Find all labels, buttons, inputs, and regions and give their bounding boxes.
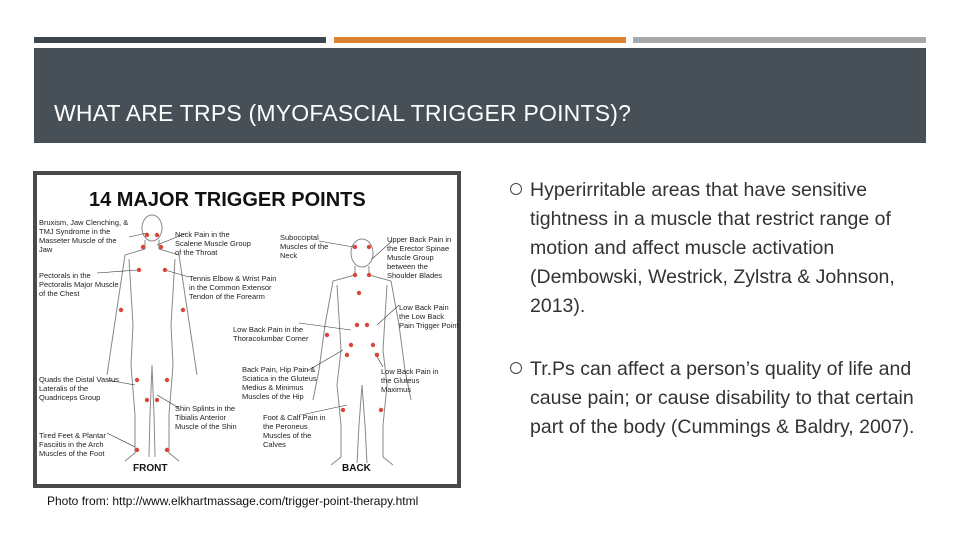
back-label: BACK [342,463,371,474]
accent-bar-gray [633,37,926,43]
label-suboccipital: Subocciptal Muscles of the Neck [280,233,329,260]
bullet-circle-icon [510,362,522,374]
label-jaw: Bruxism, Jaw Clenching, & TMJ Syndrome in the Masseter Muscle of the Jaw [39,218,129,254]
bullet-circle-icon [510,183,522,195]
label-upper-back: Upper Back Pain in the Erector Spinae Muscle Group between the Shoulder Blades [387,235,452,280]
bullet-item [510,355,920,442]
trigger-points-figure [33,171,461,488]
label-neck: Neck Pain in the Scalene Muscle Group of the Throat [175,230,251,257]
label-quads: Quads the Distal Vastus Lateralis of the Quadriceps Group [39,375,119,402]
label-shin: Shin Splints in the Tibialis Anterior Muscle of the Shin [175,404,237,431]
bullet-text: Hyperirritable areas that have sensitive tightness in a muscle that restrict range of motion and affect muscle activation (Dembowski, Westrick, Zylstra & Johnson, 2013). [530,179,895,317]
photo-credit: Photo from: http://www.elkhartmassage.com/trigger-point-therapy.html [47,494,419,508]
label-gluteus-maximus: Low Back Pain in the Gluteus Maximus [381,367,439,394]
label-tennis-elbow: Tennis Elbow & Wrist Pain in the Common Extensor Tendon of the Forearm [189,274,277,301]
accent-bar-orange [334,37,626,43]
front-label: FRONT [133,463,168,474]
bullet-list [510,176,920,464]
label-foot-calf: Foot & Calf Pain in the Peroneus Muscles of the Calves [263,413,326,449]
label-low-back-pain: Low Back Pain the Low Back Pain Trigger Point [399,303,459,330]
label-foot-arch: Tired Feet & Plantar Fasciitis in the Arch Muscles of the Foot [39,431,106,458]
accent-bar-dark [34,37,326,43]
bullet-item [510,176,920,321]
label-low-back-thoracolumbar: Low Back Pain in the Thoracolumbar Corner [233,325,309,343]
title-band [34,48,926,143]
label-pectorals: Pectorals in the Pectoralis Major Muscle of the Chest [39,271,119,298]
figure-heading: 14 MAJOR TRIGGER POINTS [89,189,366,211]
label-back-hip: Back Pain, Hip Pain & Sciatica in the Gluteus Medius & Minimus Muscles of the Hip [242,365,317,401]
bullet-text: Tr.Ps can affect a person’s quality of life and cause pain; or cause disability to that certain part of the body (Cummings & Baldry, 2007). [530,358,915,438]
slide-title: WHAT ARE TRPS (MYOFASCIAL TRIGGER POINTS)? [54,100,632,126]
